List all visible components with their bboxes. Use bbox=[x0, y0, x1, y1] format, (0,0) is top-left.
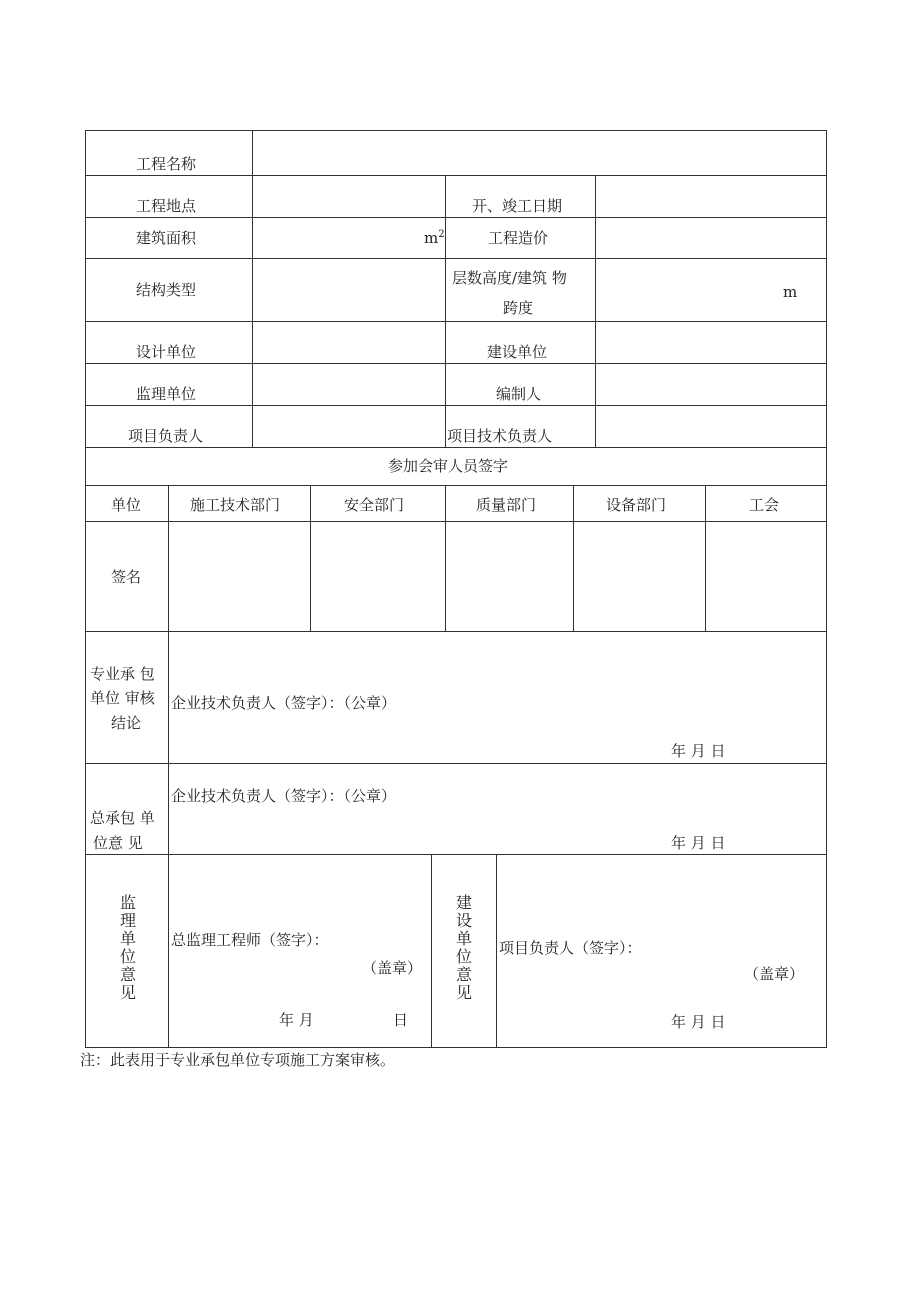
construction-unit-label: 建设单位 bbox=[487, 343, 548, 361]
project-cost-label: 工程造价 bbox=[488, 229, 549, 247]
owner-opinion-label: 建设单位意见 bbox=[455, 893, 472, 1002]
col-line bbox=[573, 485, 574, 631]
floors-height-label-line2: 跨度 bbox=[503, 299, 534, 317]
footnote: 注：此表用于专业承包单位专项施工方案审核。 bbox=[80, 1051, 396, 1069]
area-unit-base: m bbox=[424, 229, 439, 247]
sign-row-label: 签名 bbox=[111, 568, 142, 586]
owner-statement: 项目负责人（签字）： bbox=[499, 939, 642, 957]
project-manager-label: 项目负责人 bbox=[128, 427, 204, 445]
specialty-label-line3: 结论 bbox=[111, 714, 142, 732]
column-header-safety: 安全部门 bbox=[344, 496, 405, 514]
row-line bbox=[85, 258, 827, 259]
column-header-quality: 质量部门 bbox=[476, 496, 537, 514]
general-label-line2: 位意 见 bbox=[93, 834, 143, 852]
design-unit-label: 设计单位 bbox=[136, 343, 197, 361]
supervision-seal: （盖章） bbox=[362, 959, 423, 977]
col-line bbox=[252, 130, 253, 447]
specialty-label-line2: 单位 审核 bbox=[90, 689, 155, 707]
col-line bbox=[168, 485, 169, 1048]
row-line bbox=[85, 447, 827, 448]
signatures-heading: 参加会审人员签字 bbox=[388, 457, 509, 475]
col-line bbox=[826, 130, 827, 1048]
column-header-equipment: 设备部门 bbox=[606, 496, 667, 514]
building-area-label: 建筑面积 bbox=[136, 229, 197, 247]
row-line bbox=[85, 217, 827, 218]
row-line bbox=[85, 405, 827, 406]
area-unit-superscript: 2 bbox=[438, 229, 445, 240]
column-header-construction-tech: 施工技术部门 bbox=[190, 496, 281, 514]
general-statement: 企业技术负责人（签字）：（公章） bbox=[171, 787, 397, 805]
compiler-label: 编制人 bbox=[496, 385, 542, 403]
col-line bbox=[595, 175, 596, 447]
col-line bbox=[310, 485, 311, 631]
col-line bbox=[496, 854, 497, 1048]
area-unit bbox=[424, 228, 445, 248]
col-line bbox=[705, 485, 706, 631]
row-line bbox=[85, 521, 827, 522]
specialty-statement: 企业技术负责人（签字）：（公章） bbox=[171, 694, 397, 712]
col-line bbox=[445, 175, 446, 447]
col-line bbox=[85, 130, 86, 1048]
row-line bbox=[85, 321, 827, 322]
supervision-date-day: 日 bbox=[393, 1011, 409, 1029]
column-header-unit: 单位 bbox=[111, 496, 142, 514]
owner-seal: （盖章） bbox=[744, 965, 805, 983]
general-date: 年 月 日 bbox=[671, 834, 726, 852]
row-line bbox=[85, 763, 827, 764]
owner-date: 年 月 日 bbox=[671, 1013, 726, 1031]
row-line bbox=[85, 1047, 827, 1048]
row-line bbox=[85, 631, 827, 632]
col-line bbox=[431, 854, 432, 1048]
structure-type-label: 结构类型 bbox=[136, 281, 197, 299]
general-label-line1: 总承包 单 bbox=[90, 809, 155, 827]
supervision-date-year-month: 年 月 bbox=[279, 1011, 314, 1029]
project-name-label: 工程名称 bbox=[136, 155, 197, 173]
row-line bbox=[85, 130, 827, 131]
specialty-date: 年 月 日 bbox=[671, 742, 726, 760]
column-header-union: 工会 bbox=[749, 496, 780, 514]
meter-unit: m bbox=[783, 283, 798, 301]
row-line bbox=[85, 175, 827, 176]
project-location-label: 工程地点 bbox=[136, 197, 197, 215]
row-line bbox=[85, 485, 827, 486]
project-tech-manager-label: 项目技术负责人 bbox=[447, 427, 553, 445]
floors-height-label-line1: 层数高度/建筑 物 bbox=[452, 269, 567, 287]
start-end-date-label: 开、竣工日期 bbox=[472, 197, 563, 215]
specialty-label-line1: 专业承 包 bbox=[90, 665, 155, 683]
row-line bbox=[85, 854, 827, 855]
supervision-statement: 总监理工程师（签字）： bbox=[171, 931, 329, 949]
col-line bbox=[445, 485, 446, 631]
supervision-opinion-label: 监理单位意见 bbox=[119, 893, 136, 1002]
supervision-unit-label: 监理单位 bbox=[136, 385, 197, 403]
row-line bbox=[85, 363, 827, 364]
